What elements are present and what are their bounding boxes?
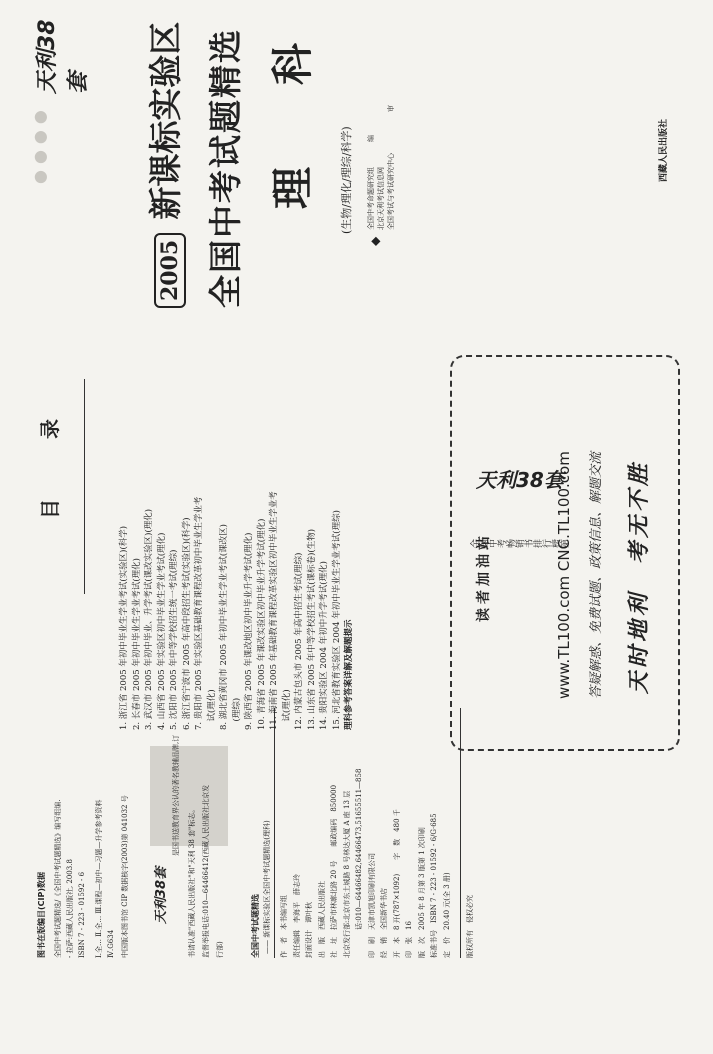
- anti-fake-line: 监督举报电话:010—64466412(西藏人民出版社北京发: [202, 784, 210, 958]
- year-badge: 2005: [154, 233, 186, 308]
- editors-block: [366, 153, 396, 230]
- colophon-row: 出 版 西藏人民出版社: [317, 881, 326, 958]
- toc-list: [118, 491, 356, 730]
- editor-org: 北京天利考试信息网: [377, 167, 385, 230]
- colophon-book: —— 新课标实验区全国中考试题精选(理科): [263, 820, 271, 954]
- anti-fake-line: 书请认准"西藏人民出版社"和"天利 38 套"标志。: [188, 805, 196, 958]
- colophon-series: 全国中考试题精选: [251, 894, 260, 958]
- ad-tagline: 全国中考畅销书排行榜第: [470, 540, 569, 550]
- role-bian: 编: [367, 135, 375, 142]
- ad-url[interactable]: www.TL100.com CNC.TL100.com: [555, 451, 573, 699]
- cip-line: ISBN 7 - 223 - 01592 - 6: [78, 871, 86, 958]
- colophon-row: 印 刷 天津市凯旭印刷有限公司: [367, 853, 376, 958]
- toc-item[interactable]: 9. 陕西省 2005 年课改地区初中毕业升学考试(理化): [244, 532, 254, 730]
- cover-logo: 天利38套: [35, 19, 91, 94]
- toc-item[interactable]: 4. 山西省 2005 年实验区初中毕业生学业考试(理化): [156, 532, 167, 730]
- ad-services: 答疑解惑、免费试题、政策信息、解题交流: [589, 451, 604, 699]
- colophon-row: 经 销 全国新华书店: [380, 888, 388, 958]
- colophon-rights: 版权所有 侵权必究: [466, 895, 474, 958]
- toc-item[interactable]: 14. 贵阳实验区 2004 年初中升学考试(理化): [319, 561, 329, 730]
- toc-item[interactable]: 试(理化): [206, 689, 217, 730]
- colophon-row: 封面设计 谭叶秋: [305, 902, 313, 958]
- toc-item[interactable]: 5. 沈阳市 2005 年中等学校招生统一考试(理综): [169, 549, 179, 730]
- toc-item[interactable]: 10. 青海省 2005 年课改实验区初中毕业升学考试(理化): [256, 518, 267, 730]
- cip-line: Ⅰ.全… Ⅱ.全… Ⅲ.课程—初中—习题—升学参考资料: [95, 799, 103, 958]
- cip-line: - 拉萨:西藏人民出版社, 2003.8: [66, 859, 74, 958]
- cover-title-a-row: [140, 22, 187, 308]
- toc-item[interactable]: (理综): [231, 697, 242, 730]
- cip-title: 图书在版编目(CIP)数据: [37, 871, 46, 958]
- colophon-row: 印 张 16: [405, 921, 413, 958]
- colophon-row: 版 次 2005 年 8 月第 3 版第 1 次印刷: [417, 827, 426, 958]
- ad-logo: 天利38套: [476, 468, 564, 492]
- toc-divider: [84, 379, 85, 594]
- toc-item[interactable]: 3. 武汉市 2005 年初中毕业、升学考试(课改实验区)(理化): [144, 508, 154, 730]
- colophon-row: 北京发行部:北京市东土城路 8 号林达大厦 A 座 13 层: [342, 790, 351, 958]
- cip-line: Ⅳ.G634: [107, 929, 115, 958]
- cover-subject: 理 科: [268, 22, 317, 209]
- cover-publisher: 西藏人民出版社: [659, 118, 669, 182]
- toc-item[interactable]: 6. 浙江省宁波市 2005 年高中段招生考试(实验区)(科学): [181, 517, 192, 730]
- editors-diamond-icon: ◆: [368, 236, 382, 246]
- toc-item[interactable]: 15. 河北省教育实验区 2004 年初中毕业生学业考试(理综): [331, 510, 342, 730]
- editor-org: 全国考试与考试研究中心: [387, 153, 395, 230]
- toc-item[interactable]: 2. 长春市 2005 年初中毕业生学业考试(理化): [131, 558, 142, 730]
- toc-item[interactable]: 7. 贵阳市 2005 年实验区基础教育课程改革初中毕业生学业考: [194, 496, 204, 730]
- toc-item[interactable]: 1. 浙江省 2005 年初中毕业生学业考试(实验区)(科学): [119, 525, 129, 730]
- colophon-row: 话:010—64466482,64466473,51655511—858: [355, 768, 363, 958]
- toc-item[interactable]: 11. 海南省 2005 年基础教育课程改革实验区初中毕业生学业考: [269, 491, 279, 730]
- colophon-row: 社 址 拉萨市林廓北路 20 号 邮政编码 850000: [330, 784, 338, 958]
- toc-answers[interactable]: 理科参考答案详解及解题提示: [344, 619, 354, 730]
- cip-line: 全国中考试题精选/《全国中考试题精选》编写组编.: [54, 799, 62, 958]
- cover-title-a: 新课标实验区: [146, 21, 185, 220]
- cover-subjects-note: (生物/理化/理综/科学): [340, 126, 353, 234]
- colophon-row: 作 者 本书编写组: [280, 895, 288, 958]
- colophon-row: 开 本 8 开(787×1092) 字 数 480 千: [392, 809, 401, 958]
- ad-slogan: 天时地利 考无不胜: [626, 459, 652, 694]
- colophon-row: 定 价 20.40 元(全 3 册): [442, 872, 451, 958]
- anti-fake-line: 是国书送教育界公认的著名教辅品牌,订: [172, 734, 180, 856]
- cip-line: 中国版本图书馆 CIP 数据核字(2003)第 041032 号: [121, 795, 129, 958]
- colophon-row: 责任编辑 李海平 薛志玲: [292, 874, 301, 958]
- editor-org: 全国中考命题研究组: [367, 167, 375, 230]
- colophon-row: 标准书号 ISBN 7 - 223 - 01592 - 6/G·685: [430, 813, 438, 958]
- toc-item[interactable]: 试(理化): [281, 689, 292, 730]
- cover-title-b: 全国中考试题精选: [206, 28, 245, 308]
- colophon-divider: [274, 708, 275, 958]
- toc-item[interactable]: 8. 湖北省黄冈市 2005 年初中毕业生学业考试(课改区): [219, 524, 229, 730]
- toc-title: 目 录: [38, 399, 62, 519]
- anti-fake-line: 行部): [216, 941, 224, 958]
- anti-fake-logo: 天利38套: [154, 866, 169, 924]
- toc-item[interactable]: 12. 内蒙古包头市 2005 年高中招生考试(理综): [294, 552, 304, 730]
- ad-headline: 读者加油站: [476, 532, 492, 622]
- toc-item[interactable]: 13. 山东省 2005 年中等学校招生考试(课标卷)(生物): [306, 528, 317, 730]
- role-shen: 审: [387, 105, 395, 112]
- cover-faint-mark: ●●●●: [30, 104, 49, 184]
- colophon-table: [278, 769, 453, 958]
